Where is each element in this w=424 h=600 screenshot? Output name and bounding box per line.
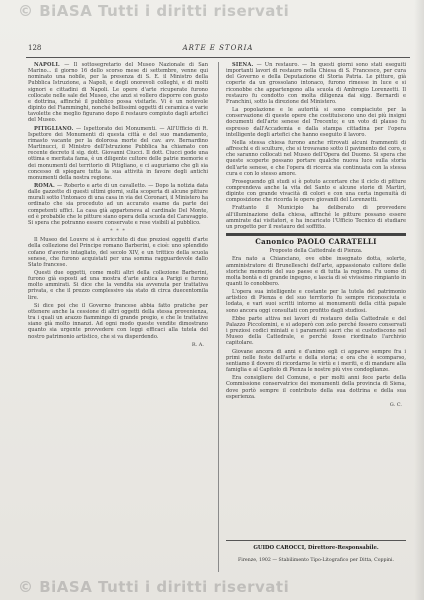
- watermark-top: © BiASA Tutti i diritti riservati: [18, 2, 290, 20]
- article-text: — Un restauro. — In questi giorni sono stati eseguiti importanti lavori di restauro nella Chiesa di S. Francesco, per cura del Governo e della Deputazione di Storia Patria. Le pitture, già coperte da un grossolano intonaco, furono rimesse in luce e si riconobbe che appartengono alla scuola di Ambrogio Lorenzetti. Il restauro fu condotto con molta diligenza dai sigg. Bernardi e Franchini, sotto la direzione del Ministero.: [226, 62, 406, 105]
- obituary-top-bar: [226, 233, 406, 236]
- article-lead: SIENA.: [232, 62, 254, 68]
- paragraph: L'opera sua intelligente e costante per la tutela del patrimonio artistico di Pienza e del suo territorio fu sempre riconosciuta e lodata, e vari suoi scritti intorno ai monumenti della città papale sono ancora oggi consultati con profitto dagli studiosi.: [226, 289, 406, 314]
- article-lead: PITIGLIANO.: [34, 125, 74, 132]
- page-title: ARTE E STORIA: [182, 44, 254, 52]
- obituary-heading: Canonico PAOLO CARATELLI: [255, 237, 377, 247]
- article-napoli: [28, 62, 208, 124]
- right-column: [226, 62, 406, 577]
- watermark-bottom: © BiASA Tutti i diritti riservati: [18, 578, 290, 596]
- signature: G. C.: [389, 401, 402, 408]
- running-head: [28, 44, 408, 56]
- paragraph: Nella stessa chiesa furono anche ritrovati alcuni frammenti di affreschi e di sculture, che si trovavano sotto il pavimento del coro, e che saranno collocati nel Museo dell'Opera del Duomo. Si spera che queste scoperte possano portare qualche nuova luce sulla storia dell'arte senese, e che l'opera di ricerca sia continuata con la stessa cura e con lo stesso amore.: [226, 139, 406, 177]
- left-column: [28, 62, 208, 582]
- article-roma: [28, 183, 208, 226]
- article-text: — Il sottosegretario del Museo Nazionale di San Marino... il giorno 16 dello scorso mese di settembre, venne qui nominato una nobile, per la presenza di S. E. il Ministro della Pubblica Istruzione, a Napoli, e degli onorevoli colleghi, e di molti signori e cittadini di Napoli. Le opere d'arte ricuperate furono collocate nelle sale del Museo, che anzi si vollero disporre con gusto e dottrina, affinché il pubblico possa visitarle. Vi è un notevole dipinto del Fiamminghi, nonché bellissimi oggetti di ceramica e varie tavolette che meglio figurano dopo il restauro compiuto dagli artefici del Museo.: [28, 62, 208, 124]
- publisher-line: GUIDO CAROCCI, Direttore-Responsabile.: [253, 545, 379, 551]
- article-pitigliano: [28, 126, 208, 181]
- imprint-line: Firenze, 1902 — Stabilimento Tipo-Litografico per Ditta, Coppini.: [237, 558, 395, 563]
- paragraph: Proseguendo gli studi si è potuto accertare che il ciclo di pitture comprendeva anche la vita del Santo e alcune storie di Martiri, dipinte con grande vivacità di colori e con una certa ingenuità di composizione che ricorda le opere giovanili del Lorenzetti.: [226, 178, 406, 204]
- article-text: — Ispettorato dei Monumenti. — All'Ufficio di R. Ispettore dei Monumenti di questa città e del suo mandamento, rimasto vacante per la dolorosa morte del cav. avv. Bernardino Martinucci, il Ministro dell'Istruzione Pubblica ha chiamato con recente decreto il sig. dott. Giovanni Ciucci. Il dott. Ciucci gode una ottima e meritata fama, è un diligente cultore delle patrie memorie e dei monumenti del territorio di Pitigliano, e ci auguriamo che gli sia concesso di spiegare tutta la sua attività in favore degli antichi monumenti della nostra regione.: [28, 125, 209, 181]
- paragraph: Era nato a Chianciano, ove ebbe insegnato dotta, solerte, amministratore di Brunelleschi dell'arte, appassionato cultore delle storiche memorie del suo paese e di tutta la regione. Fu uomo di molta bontà e di grande ingegno, e lascia di sé vivissimo rimpianto in quanti lo conobbero.: [226, 256, 406, 287]
- paragraph: Era consigliere del Comune, e per molti anni fece parte della Commissione conservatrice dei monumenti della provincia di Siena, dove portò sempre il contributo della sua dottrina e della sua esperienza.: [226, 375, 406, 400]
- article-lead: NAPOLI.: [34, 62, 61, 68]
- page-edge-shadow: [414, 0, 424, 600]
- article-lead: ROMA.: [34, 182, 56, 189]
- paragraph: Frattanto il Municipio ha deliberato di provvedere all'illuminazione della chiesa, affinché le pitture possano essere ammirate dai visitatori, e ha incaricato l'Ufficio Tecnico di studiare un progetto per il restauro del soffitto.: [226, 205, 406, 230]
- header-rule: [26, 57, 410, 58]
- signature: R. A.: [191, 341, 204, 348]
- section-separator: * * *: [110, 228, 126, 235]
- paragraph: Ebbe parte attiva nei lavori di restauro della Cattedrale e del Palazzo Piccolomini, e si adoperò con zelo perché fossero conservati i preziosi codici miniati e i paramenti sacri che si custodiscono nel Museo della Cattedrale, e perché fosse riordinato l'archivio capitolare.: [226, 315, 406, 347]
- page-number: 128: [28, 44, 42, 52]
- paragraph: Questi due oggetti, come molti altri della collezione Barberini, furono già esposti ad una mostra d'arte antica a Parigi e furono molto ammirati. Si dice che la vendita sia avvenuta per trattativa privata, e che il prezzo complessivo sia stato di circa duecentomila lire.: [28, 270, 208, 301]
- paragraph: La popolazione e le autorità si sono compiaciute per la conservazione di queste opere che costituiscono uno dei più insigni documenti dell'arte senese del Trecento; e un voto di plauso fu espresso dall'Accademia e dalla stampa cittadina per l'opera intelligente degli artefici che hanno eseguito il lavoro.: [226, 107, 406, 138]
- obituary-subtitle: Proposto della Cattedrale di Pienza.: [269, 248, 363, 255]
- column-divider: [218, 62, 219, 572]
- article-siena: [226, 62, 406, 105]
- paragraph: Il Museo del Louvre si è arricchito di due preziosi oggetti d'arte della collezione del Principe romano Barberini, e cioè: uno splendido cofano d'avorio intagliato, del secolo XIV, e un trittico della scuola senese, che furono acquistati per una somma ragguardevole dallo Stato francese.: [28, 237, 208, 268]
- paragraph: Giovane ancora di anni e d'animo egli ci apparve sempre fra i primi nelle feste dell'arte e della storia; e ora che è scomparso, sentiamo il dovere di ricordarne le virtù e i meriti, e di mandare alla famiglia e al Capitolo di Pienza le nostre più vive condoglianze.: [226, 348, 406, 374]
- paragraph: Si dice poi che il Governo francese abbia fatto pratiche per ottenere anche la cessione di altri oggetti della stessa provenienza, tra i quali un arazzo fiammingo di grande pregio, e che le trattative siano già molto innanzi. Ad ogni modo queste vendite dimostrano quanto sia urgente provvedere con leggi efficaci alla tutela del nostro patrimonio artistico, che si va disperdendo.: [28, 302, 208, 340]
- article-text: — Roberto e arte di un cavalletto. — Dopo la notizia data dalle gazzette di questi ultimi giorni, sulla scoperta di alcune pitture murali sotto l'intonaco di una casa in via dei Coronari, il Ministero ha ordinato che sia proceduto ad un accurato esame da parte dei competenti uffici. La casa già apparteneva al cardinale Del Monte, ed è probabile che le pitture siano opera della scuola del Caravaggio. Si spera che potranno essere conservate e rese visibili al pubblico.: [28, 182, 208, 226]
- publisher-rule: [226, 540, 406, 541]
